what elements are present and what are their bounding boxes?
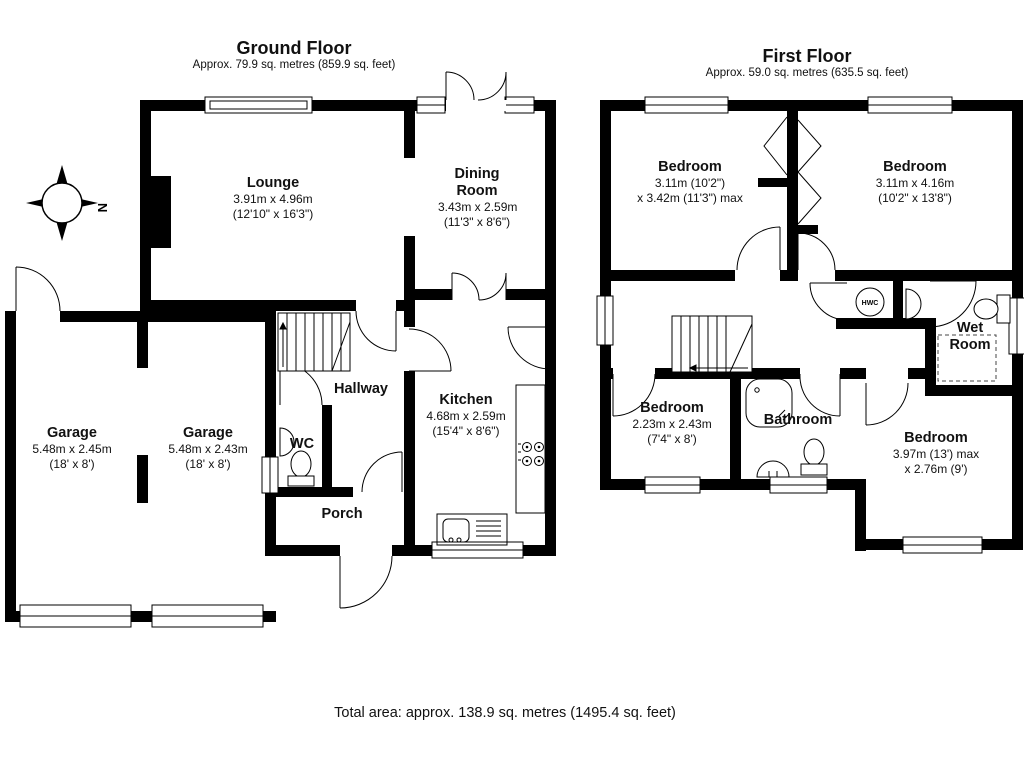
room-label-bedroom-top-right: Bedroom 3.11m x 4.16m (10'2" x 13'8") (875, 159, 955, 205)
hob-icon (518, 443, 544, 466)
ground-floor-stairs (278, 313, 350, 371)
compass-north-label: N (95, 203, 110, 213)
room-label-bathroom: Bathroom (763, 412, 833, 428)
kitchen-sink-icon (437, 514, 507, 545)
hwc-tank (856, 288, 884, 316)
kitchen-window (432, 542, 523, 558)
bedroom-tl-window (645, 97, 728, 113)
room-label-wc: WC (289, 436, 315, 452)
first-floor-stairs (672, 316, 752, 372)
garage-door-right (152, 605, 263, 627)
dining-window-left (417, 97, 445, 113)
room-label-garage-left: Garage 5.48m x 2.45m (18' x 8') (32, 425, 112, 471)
bedroom-bl-window (645, 477, 700, 493)
room-label-wet-room: Wet Room (949, 320, 991, 353)
room-label-dining-room: Dining Room 3.43m x 2.59m (11'3" x 8'6") (438, 166, 518, 229)
bathroom-window (770, 477, 827, 493)
room-label-bedroom-top-left: Bedroom 3.11m (10'2") x 3.42m (11'3") max (637, 159, 743, 205)
room-label-bedroom-bottom-right: Bedroom 3.97m (13') max x 2.76m (9') (892, 430, 980, 476)
ground-floor-title: Ground Floor (236, 38, 352, 58)
porch-side-window (262, 457, 278, 493)
first-floor-title: First Floor (762, 46, 852, 66)
landing-window (597, 296, 613, 345)
room-label-kitchen: Kitchen 4.68m x 2.59m (15'4" x 8'6") (426, 392, 506, 438)
room-label-hallway: Hallway (334, 381, 388, 397)
dining-window-right (505, 97, 534, 113)
bedroom-tr-window (868, 97, 952, 113)
total-area-text: Total area: approx. 138.9 sq. metres (1495.4 sq. feet) (334, 705, 676, 721)
wet-room-window (1009, 298, 1024, 354)
room-label-bedroom-bottom-left: Bedroom 2.23m x 2.43m (7'4" x 8') (632, 400, 712, 446)
bedroom-br-window (903, 537, 982, 553)
landing-sink-icon (906, 289, 921, 319)
room-label-porch: Porch (321, 506, 363, 522)
lounge-window (205, 97, 312, 113)
room-label-garage-right: Garage 5.48m x 2.43m (18' x 8') (168, 425, 248, 471)
ground-floor-subtitle: Approx. 79.9 sq. metres (859.9 sq. feet) (192, 59, 396, 71)
compass-icon (26, 165, 110, 241)
hwc-label: HWC (861, 300, 879, 307)
first-floor-subtitle: Approx. 59.0 sq. metres (635.5 sq. feet) (705, 67, 909, 79)
wc-toilet-icon (291, 451, 311, 477)
wet-room-toilet-icon (974, 295, 1010, 323)
garage-door-left (20, 605, 131, 627)
bathroom-toilet-icon (801, 439, 827, 475)
bathroom-sink-icon (757, 461, 789, 477)
room-label-lounge: Lounge 3.91m x 4.96m (12'10" x 16'3") (232, 175, 314, 221)
